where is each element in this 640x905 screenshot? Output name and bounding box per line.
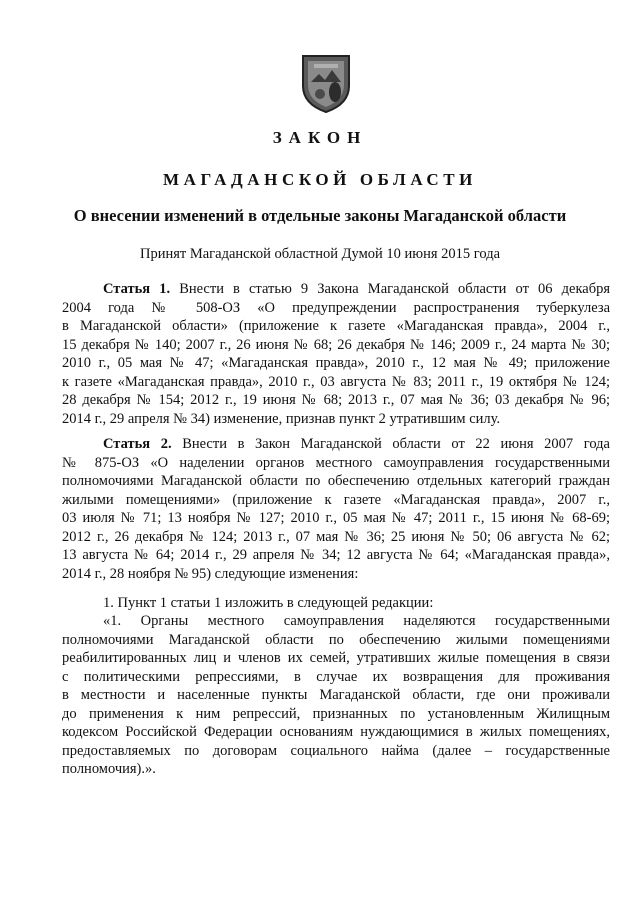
article-2-line: полномочиями Магаданской области по обеспечению отдельных категорий граждан <box>62 473 610 489</box>
item-1-line: «1. Органы местного самоуправления наделяются государственными <box>103 613 610 629</box>
adoption-line: Принят Магаданской областной Думой 10 июня 2015 года <box>139 246 501 262</box>
article-1-line: 28 декабря № 154; 2012 г., 19 июня № 68; 2013 г., 07 мая № 36; 03 декабря № 96; <box>62 392 610 408</box>
item-1-line: предоставляемых по договорам социального найма (далее – государственные <box>62 742 610 759</box>
article-2-label: Статья 2. <box>103 436 172 452</box>
document-type-title: ЗАКОН <box>272 128 368 147</box>
article-1-line: 2014 г., 29 апреля № 34) изменение, признав пункт 2 утратившим силу. <box>62 410 501 427</box>
article-1-paragraph <box>62 280 610 428</box>
item-1-line: полномочия).». <box>62 761 156 777</box>
article-1-line: 15 декабря № 140; 2007 г., 26 июня № 68; 26 декабря № 146; 2009 г., 24 марта № 30; <box>62 336 610 353</box>
article-2-line: 03 июля № 71; 13 ноября № 127; 2010 г., 05 мая № 47; 2011 г., 15 июня № 68-69; <box>62 510 610 526</box>
article-1-line: в Магаданской области» (приложение к газете «Магаданская правда», 2004 г., <box>62 318 610 334</box>
item-1-line: с политическими репрессиями, в случае их возвращения для проживания <box>62 668 610 685</box>
item-1-intro <box>62 594 610 613</box>
law-subject-title: О внесении изменений в отдельные законы Магаданской области <box>73 206 567 225</box>
item-1-line: реабилитированных лиц и членов их семей, утративших жилые помещения в связи <box>62 650 610 666</box>
item-1-line: полномочиями Магаданской области по обеспечению жилыми помещениями <box>62 631 610 648</box>
article-1-line: 2004 года № 508-ОЗ «О предупреждении распространения туберкулеза <box>62 299 610 316</box>
article-2-line: 2014 г., 28 ноября № 95) следующие изменения: <box>62 565 359 582</box>
article-1-line: 2010 г., 05 мая № 47; «Магаданская правда», 2010 г., 12 мая № 49; приложение <box>62 355 610 371</box>
region-title: МАГАДАНСКОЙ ОБЛАСТИ <box>162 170 477 189</box>
article-2-line: 13 августа № 64; 2014 г., 29 апреля № 34; 12 августа № 64; «Магаданская правда», <box>62 547 610 563</box>
article-2-line: 2012 г., 26 декабря № 124; 2013 г., 07 мая № 36; 25 июня № 50; 06 августа № 62; <box>62 528 610 545</box>
item-1-line: до применения к ним репрессий, признанных по установленным Жилищным <box>62 705 610 722</box>
item-1-line: в местности и населенные пункты Магаданской области, где они проживали <box>62 687 610 703</box>
item-1-intro-line: 1. Пункт 1 статьи 1 изложить в следующей редакции: <box>103 595 434 611</box>
magadan-coat-of-arms-icon <box>299 52 353 114</box>
item-1-quoted-text <box>62 612 610 779</box>
article-1-line: к газете «Магаданская правда», 2010 г., 03 августа № 83; 2011 г., 19 октября № 124; <box>62 373 610 390</box>
article-1-line: Статья 1. Внести в статью 9 Закона Магаданской области от 06 декабря <box>103 281 610 297</box>
item-1-line: кодексом Российской Федерации основаниям нуждающимися в жилых помещениях, <box>62 724 610 740</box>
article-2-line: Статья 2. Внести в Закон Магаданской области от 22 июня 2007 года <box>103 436 610 452</box>
article-1-label: Статья 1. <box>103 281 171 297</box>
article-2-paragraph <box>62 435 610 583</box>
article-2-line: жилыми помещениями» (приложение к газете «Магаданская правда», 2007 г., <box>62 491 610 508</box>
article-2-line: № 875-ОЗ «О наделении органов местного самоуправления государственными <box>62 454 610 471</box>
